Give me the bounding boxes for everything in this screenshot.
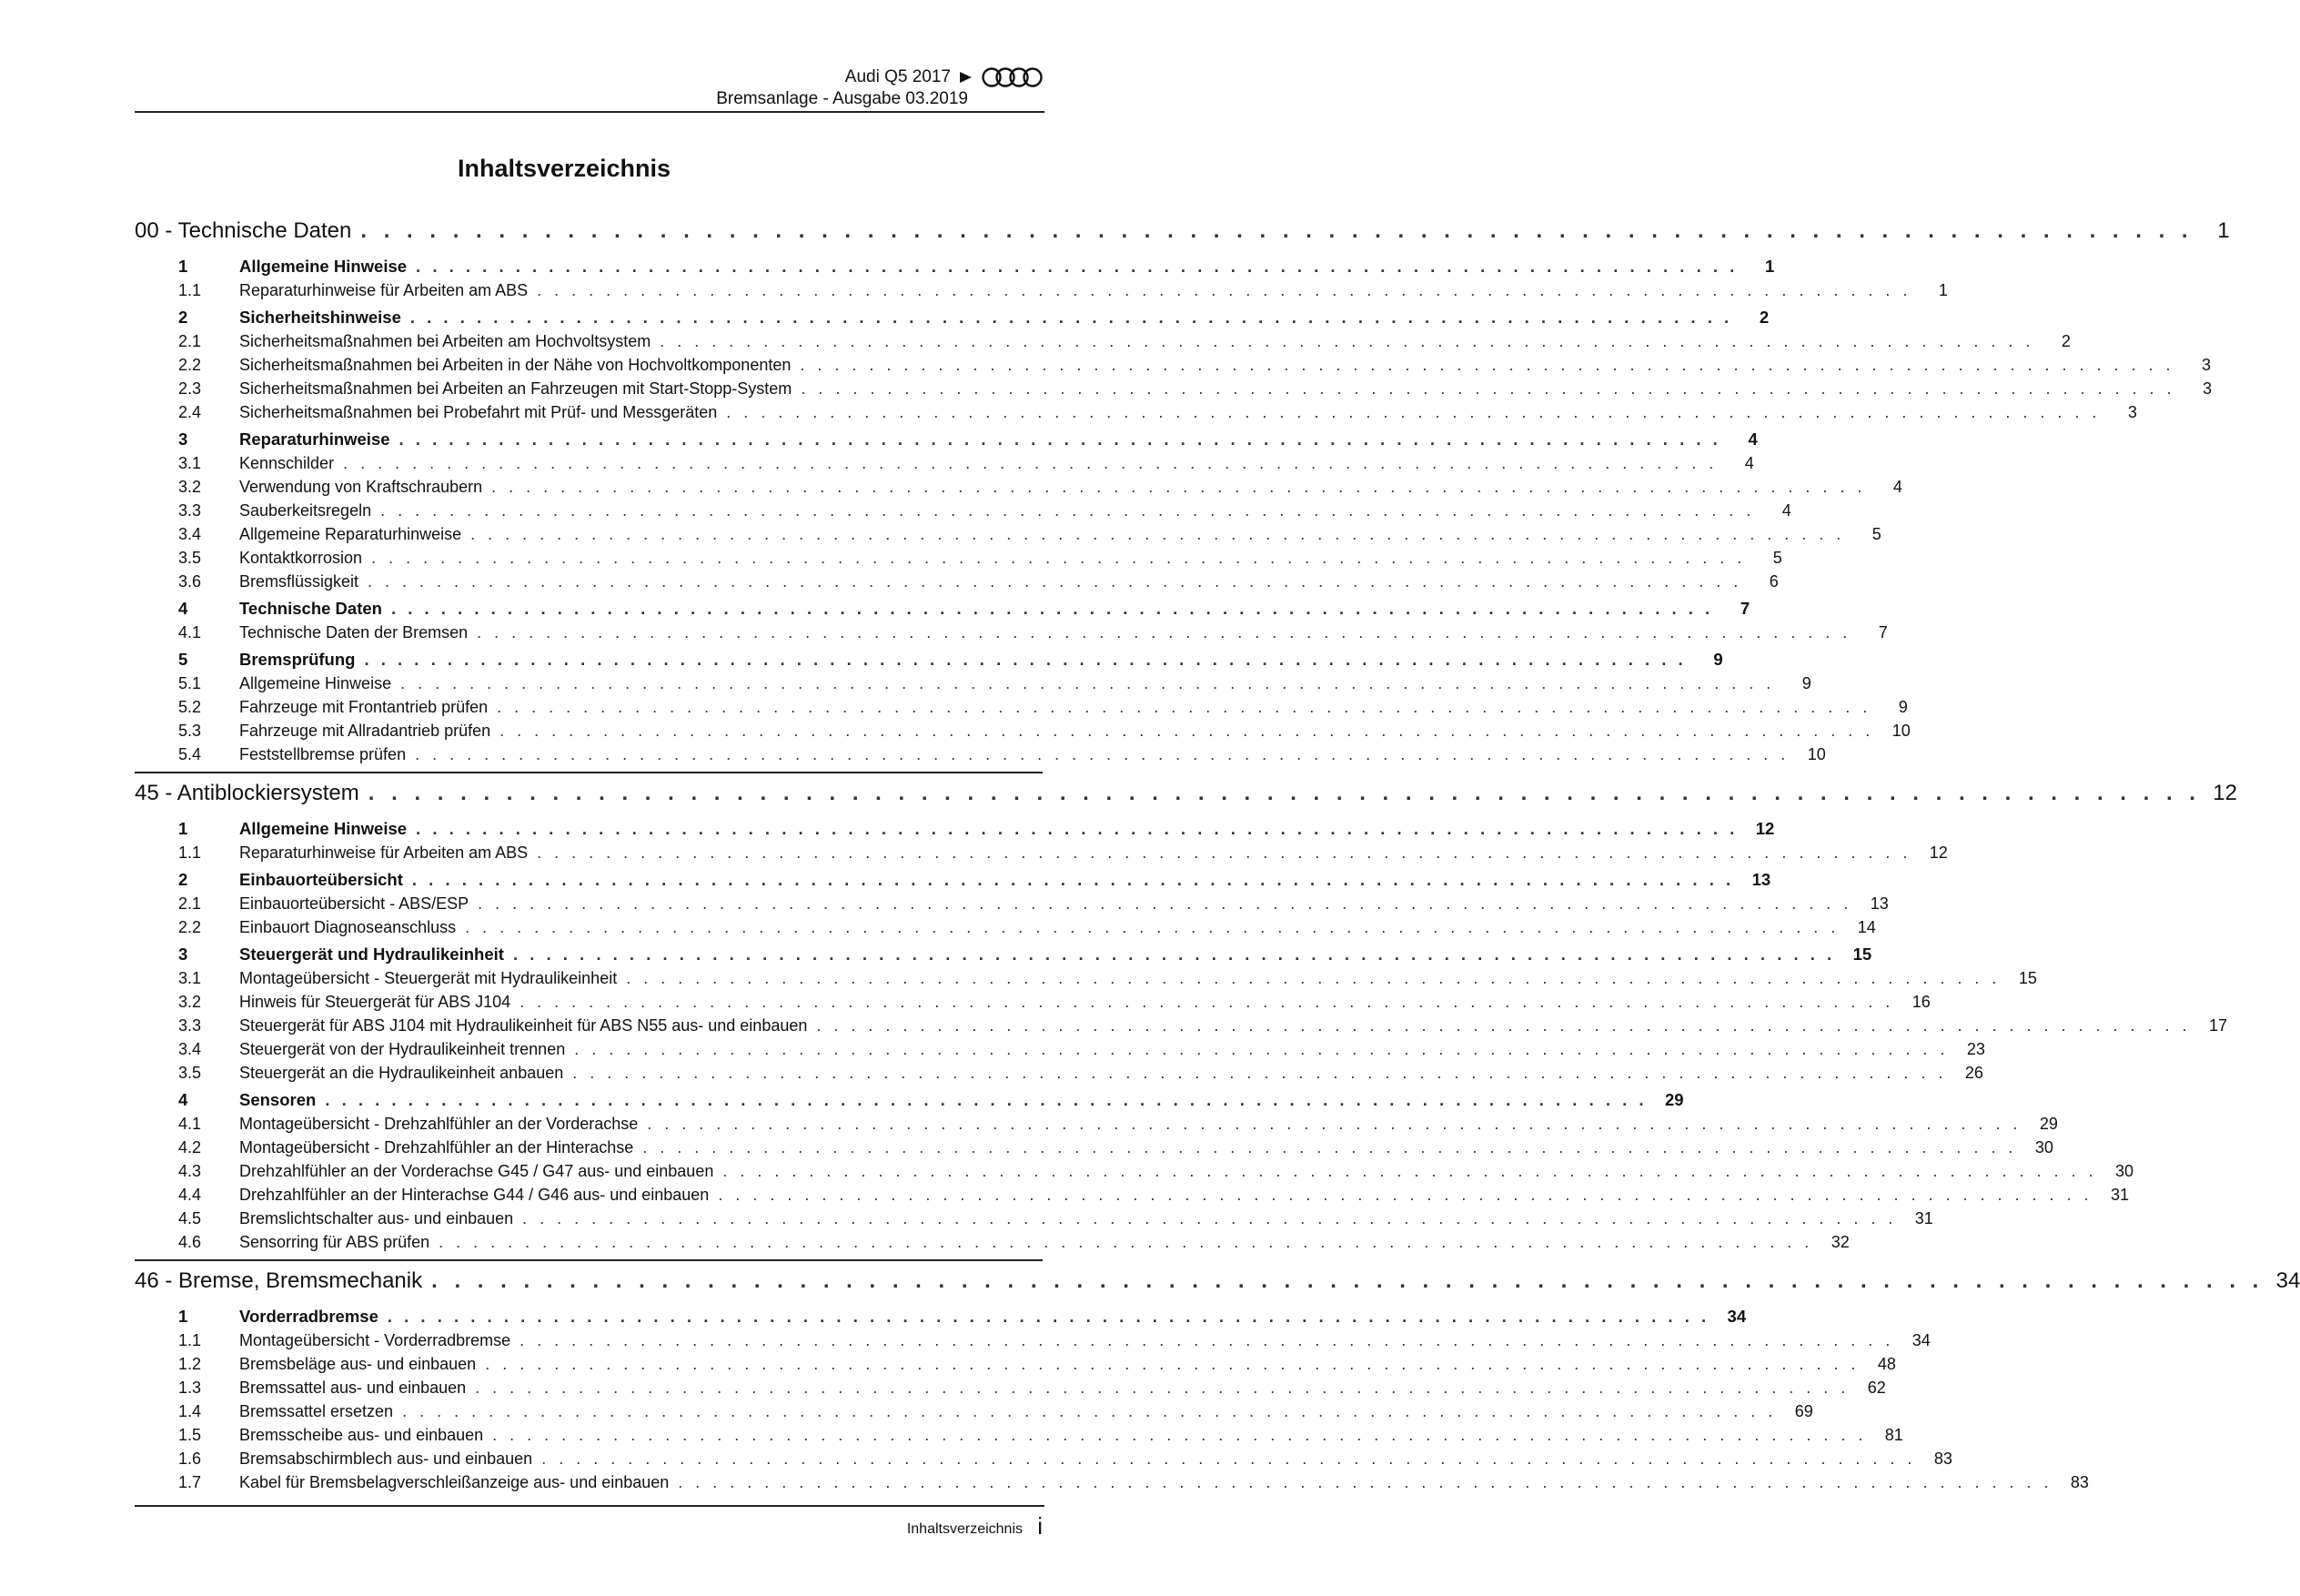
dot-leader: . . . . . . . . . . . . . . . . . . . . . . . . . . . . . . . . . . . . . . . . . . . . . . . . . . . . . . . . . . . . . . . . . . . . . . . . . . . . . . . . bbox=[497, 698, 1871, 716]
page-title: Inhaltsverzeichnis bbox=[457, 155, 671, 182]
toc-item-row[interactable] bbox=[135, 966, 2037, 990]
toc-entry-title: Technische Daten bbox=[239, 599, 382, 618]
toc-entry-title: Steuergerät und Hydraulikeinheit bbox=[239, 944, 504, 964]
toc-entry-number: 4.1 bbox=[178, 623, 202, 641]
footer-divider bbox=[135, 1505, 1044, 1507]
dot-leader: . . . . . . . . . . . . . . . . . . . . . . . . . . . . . . . . . . . . . . . . . . . . . . . . . . . . . . . . . . . . . . . . . . . . . . . . . . . . . . . . bbox=[537, 843, 1912, 862]
toc-entry-title: Allgemeine Hinweise bbox=[239, 819, 408, 838]
toc-item-row[interactable] bbox=[135, 1447, 1952, 1470]
dot-leader: . . . . . . . . . . . . . . . . . . . . . . . . . . . . . . . . . . . . . . . . . . . . . . . . . . . . . . . . . . . . . . . . . . . . . . . . . . . . . . . . bbox=[371, 549, 1746, 567]
toc-entry-number: 4.6 bbox=[178, 1233, 202, 1251]
toc-entry-number: 5.3 bbox=[178, 722, 202, 740]
toc-entry-title: Steuergerät von der Hydraulikeinheit trennen bbox=[239, 1040, 566, 1058]
toc-entry-page: 31 bbox=[1914, 1209, 1933, 1227]
toc-entry-page: 81 bbox=[1884, 1426, 1903, 1444]
toc-entry-number: 1 bbox=[178, 1307, 188, 1326]
toc-entry-title: 00 - Technische Daten bbox=[135, 218, 352, 243]
toc-item-row[interactable] bbox=[135, 1376, 1886, 1399]
toc-item-row[interactable] bbox=[135, 1328, 1931, 1352]
toc-item-row[interactable] bbox=[135, 1207, 1933, 1230]
toc-entry-title: Fahrzeuge mit Frontantrieb prüfen bbox=[239, 698, 489, 716]
dot-leader: . . . . . . . . . . . . . . . . . . . . . . . . . . . . . . . . . . . . . . . . . . . . . . . . . . . . . . . . . . . . . . . . . . . . . . . . . . . . . . . . bbox=[325, 1090, 1648, 1109]
toc-item-row[interactable] bbox=[135, 1112, 2058, 1136]
toc-item-row[interactable] bbox=[135, 1183, 2129, 1207]
toc-entry-page: 12 bbox=[1755, 819, 1775, 838]
toc-entry-title: Sicherheitsmaßnahmen bei Probefahrt mit Prüf- und Messgeräten bbox=[239, 403, 718, 421]
toc-entry-title: Reparaturhinweise für Arbeiten am ABS bbox=[239, 843, 529, 862]
toc-item-row[interactable] bbox=[135, 1423, 1903, 1447]
toc-entry-number: 1.1 bbox=[178, 281, 202, 299]
toc-item-row[interactable] bbox=[135, 1037, 1985, 1061]
dot-leader: . . . . . . . . . . . . . . . . . . . . . . . . . . . . . . . . . . . . . . . . . . . . . . . . . . . . . . . . . . . . . . . . . . . . . . . . . . . . . . . . bbox=[368, 572, 1742, 591]
dot-leader: . . . . . . . . . . . . . . . . . . . . . . . . . . . . . . . . . . . . . . . . . . . . . . . . . . . . . . . . . . . . . . . . . . . . . . . . . . . . . . . . bbox=[416, 257, 1739, 276]
dot-leader: . . . . . . . . . . . . . . . . . . . . . . . . . . . . . . . . . . . . . . . . . . . . . . . . . . . . . . . . . . . . . . . . . . . . . . . . . . . . . . . . bbox=[390, 599, 1714, 618]
toc-entry-page: 9 bbox=[1713, 650, 1723, 669]
toc-entry-title: Einbauorteübersicht - ABS/ESP bbox=[239, 894, 469, 913]
toc-item-row[interactable] bbox=[135, 1230, 1850, 1254]
toc-chapter-block bbox=[135, 772, 2237, 1254]
dot-leader: . . . . . . . . . . . . . . . . . . . . . . . . . . . . . . . . . . . . . . . . . . . . . . . . . . . . . . . . . . . . . . . . . . . . . . . . . . . . . . . . bbox=[718, 1186, 2093, 1204]
toc-item-row[interactable] bbox=[135, 1159, 2134, 1183]
toc-entry-title: Allgemeine Hinweise bbox=[239, 257, 408, 276]
toc-entry-number: 4.4 bbox=[178, 1186, 202, 1204]
toc-entry-number: 2.4 bbox=[178, 403, 202, 421]
toc-entry-page: 62 bbox=[1867, 1379, 1886, 1397]
toc-entry-number: 4 bbox=[178, 599, 188, 618]
dot-leader: . . . . . . . . . . . . . . . . . . . . . . . . . . . . . . . . . . . . . . . . . . . . . . . . . . . . . . . . . . . . . . . . . . . . . . . . . . . . . . . . bbox=[439, 1233, 1813, 1251]
table-of-contents bbox=[135, 211, 2300, 1494]
toc-entry-title: Sensoren bbox=[239, 1090, 317, 1109]
toc-entry-number: 4.5 bbox=[178, 1209, 202, 1227]
dot-leader: . . . . . . . . . . . . . . . . . . . . . . . . . . . . . . . . . . . . . . . . . . . . . . . . . . . . . . . . . . . . . . . . . . . . . . . . . . . . . . . . bbox=[801, 379, 2175, 398]
toc-entry-page: 4 bbox=[1781, 501, 1791, 520]
toc-item-row[interactable] bbox=[135, 742, 1826, 766]
toc-entry-number: 3.5 bbox=[178, 1064, 202, 1082]
toc-entry-number: 3.2 bbox=[178, 478, 202, 496]
toc-entry-page: 6 bbox=[1769, 572, 1779, 591]
toc-entry-number: 4.2 bbox=[178, 1138, 202, 1157]
dot-leader: . . . . . . . . . . . . . . . . . . . . . . . . . . . . . . . . . . . . . . . . . . . . . . . . . . . . . . . . . . . . . . . . . . . . . . . . . . . . . . . . bbox=[465, 918, 1840, 936]
toc-item-row[interactable] bbox=[135, 475, 1902, 499]
toc-item-row[interactable] bbox=[135, 672, 1811, 695]
toc-entry-title: Kabel für Bremsbelagverschleißanzeige aus- und einbauen bbox=[239, 1473, 670, 1491]
footer-page-number: i bbox=[1037, 1512, 1043, 1540]
toc-entry-title: Allgemeine Hinweise bbox=[239, 674, 392, 692]
dot-leader: . . . . . . . . . . . . . . . . . . . . . . . . . . . . . . . . . . . . . . . . . . . . . . . . . . . . . . . . . . . . . . . . . . . . . . . . . . . . . . . . bbox=[380, 501, 1755, 520]
toc-entry-title: 45 - Antiblockiersystem bbox=[135, 781, 359, 805]
toc-entry-title: Einbauort Diagnoseanschluss bbox=[239, 918, 457, 936]
toc-item-row[interactable] bbox=[135, 719, 1911, 742]
toc-entry-page: 4 bbox=[1892, 478, 1902, 496]
toc-entry-title: Sicherheitsmaßnahmen bei Arbeiten an Fahrzeugen mit Start-Stopp-System bbox=[239, 379, 792, 398]
toc-entry-number: 3.4 bbox=[178, 525, 202, 543]
toc-item-row[interactable] bbox=[135, 546, 1782, 570]
toc-section-row[interactable] bbox=[135, 255, 1775, 278]
toc-entry-title: Steuergerät für ABS J104 mit Hydraulikeinheit für ABS N55 aus- und einbauen bbox=[239, 1016, 808, 1035]
toc-entry-title: Montageübersicht - Steuergerät mit Hydraulikeinheit bbox=[239, 969, 618, 987]
dot-leader: . . . . . . . . . . . . . . . . . . . . . . . . . . . . . . . . . . . . . . . . . . . . . . . . . . . . . . . . . . . . . . . . . . . . . . . . . . . . . . . . bbox=[512, 944, 1836, 964]
toc-item-row[interactable] bbox=[135, 1352, 1896, 1376]
toc-entry-number: 2.2 bbox=[178, 356, 202, 374]
toc-section-row[interactable] bbox=[135, 597, 1750, 621]
toc-entry-page: 13 bbox=[1870, 894, 1889, 913]
toc-entry-page: 7 bbox=[1878, 623, 1888, 641]
toc-item-row[interactable] bbox=[135, 695, 1908, 719]
toc-entry-title: Feststellbremse prüfen bbox=[239, 745, 407, 763]
dot-leader: . . . . . . . . . . . . . . . . . . . . . . . . . . . . . . . . . . . . . . . . . . . . . . . . . . . . . . . . . . . . . . . . . . . . . . . . . . . . . . . . bbox=[537, 281, 1912, 299]
dot-leader: . . . . . . . . . . . . . . . . . . . . . . . . . . . . . . . . . . . . . . . . . . . . . . . . . . . . . . . . . . . . . . . . . . . . . . . . . . . . . . . . bbox=[491, 478, 1866, 496]
toc-item-row[interactable] bbox=[135, 915, 1876, 939]
dot-leader: . . . . . . . . . . . . . . . . . . . . . . . . . . . . . . . . . . . . . . . . . . . . . . . . . . . . . . . . . . . . . . . . . . . . . . . . . . . . . . . . bbox=[678, 1473, 2053, 1491]
dot-leader: . . . . . . . . . . . . . . . . . . . . . . . . . . . . . . . . . . . . . . . . . . . . . . . . . . . . . . . . . . . . . . . . . . . . . . . . . . . . . . . . bbox=[572, 1064, 1947, 1082]
footer-label: Inhaltsverzeichnis bbox=[906, 1521, 1023, 1537]
toc-entry-number: 3.3 bbox=[178, 1016, 202, 1035]
toc-entry-page: 10 bbox=[1891, 722, 1911, 740]
dot-leader: . . . . . . . . . . . . . . . . . . . . . . . . . . . . . . . . . . . . . . . . . . . . . . . . . . . . . . . . . . . . . . . . . . . . . . . . . . . . . . . . bbox=[398, 429, 1721, 449]
toc-entry-page: 83 bbox=[2070, 1473, 2089, 1491]
toc-entry-title: Sicherheitsmaßnahmen bei Arbeiten am Hochvoltsystem bbox=[239, 332, 651, 350]
toc-section-row[interactable] bbox=[135, 428, 1758, 451]
dot-leader: . . . . . . . . . . . . . . . . . . . . . . . . . . . . . . . . . . . . . . . . . . . . . . . . . . . . . . . . . . . . . . . . . . . . . . . . . . . . . . . . bbox=[402, 1402, 1777, 1420]
toc-section-row[interactable] bbox=[135, 868, 1771, 892]
toc-entry-title: Verwendung von Kraftschraubern bbox=[239, 478, 483, 496]
dot-leader: . . . . . . . . . . . . . . . . . . . . . . . . . . . . . . . . . . . . . . . . . . . . . . . . . . . . . . . . . . . . . . . . . . . . . . . . . . . . . . . . bbox=[499, 722, 1874, 740]
toc-entry-page: 9 bbox=[1801, 674, 1811, 692]
page-header bbox=[135, 64, 1044, 111]
toc-entry-title: Fahrzeuge mit Allradantrieb prüfen bbox=[239, 722, 491, 740]
toc-entry-title: Reparaturhinweise bbox=[239, 429, 390, 449]
toc-entry-number: 2.1 bbox=[178, 894, 202, 913]
dot-leader: . . . . . . . . . . . . . . . . . . . . . . . . . . . . . . . . . . . . . . . . . . . . . . . . . . . . . . . . . . . . . . . . . . . . . . . . . . . . . . . . bbox=[642, 1138, 2017, 1157]
toc-entry-title: Steuergerät an die Hydraulikeinheit anbauen bbox=[239, 1064, 564, 1082]
toc-entry-title: Kontaktkorrosion bbox=[239, 549, 363, 567]
toc-entry-number: 3 bbox=[178, 429, 188, 449]
dot-leader: . . . . . . . . . . . . . . . . . . . . . . . . . . . . . . . . . . . . . . . . . . . . . . . . . . . . . . . . . . . . . . . . . . . . . . . . . . . . . . . . bbox=[409, 308, 1733, 327]
toc-entry-number: 1 bbox=[178, 819, 188, 838]
toc-entry-number: 1.3 bbox=[178, 1379, 202, 1397]
toc-entry-title: Kennschilder bbox=[239, 454, 335, 472]
toc-entry-title: Bremssattel aus- und einbauen bbox=[239, 1379, 467, 1397]
toc-entry-page: 13 bbox=[1751, 870, 1771, 889]
dot-leader: . . . . . . . . . . . . . . . . . . . . . . . . . . . . . . . . . . . . . . . . . . . . . . . . . . . . . . . . . . . . . . . . . . . . . . . . . . . . . . . . bbox=[726, 403, 2101, 421]
toc-chapter-row[interactable] bbox=[135, 211, 2230, 251]
toc-section-row[interactable] bbox=[135, 817, 1775, 841]
dot-leader: . . . . . . . . . . . . . . . . . . . . . . . . . . . . . . . . . . . . . . . . . . . . . . . . . . . . . . . . . . . . . . . . . . . . . . . . . . . . . . . . bbox=[475, 1379, 1850, 1397]
toc-entry-page: 83 bbox=[1933, 1450, 1952, 1468]
toc-item-row[interactable] bbox=[135, 892, 1889, 915]
toc-entry-title: Sensorring für ABS prüfen bbox=[239, 1233, 430, 1251]
toc-entry-page: 29 bbox=[2039, 1115, 2058, 1133]
dot-leader: . . . . . . . . . . . . . . . . . . . . . . . . . . . . . . . . . . . . . . . . . . . . . . . . . . . . . . . . . . . . . . . . . . . . . . . . . . . . . . . . bbox=[522, 1209, 1897, 1227]
dot-leader: . . . . . . . . . . . . . . . . . . . . . . . . . . . . . . . . . . . . . . . . . . . . . . . . . . . . . . . . . . . . . . . . . . . . . . . . . . . . . . . . bbox=[470, 525, 1845, 543]
dot-leader: . . . . . . . . . . . . . . . . . . . . . . . . . . . . . . . . . . . . . . . . . . . . . . . . . . . . . . . . . . . . . . . . . . . . . . . . . . . . . . . . bbox=[722, 1162, 2097, 1180]
toc-entry-number: 3.2 bbox=[178, 993, 202, 1011]
toc-entry-number: 2.1 bbox=[178, 332, 202, 350]
toc-entry-title: Reparaturhinweise für Arbeiten am ABS bbox=[239, 281, 529, 299]
toc-item-row[interactable] bbox=[135, 278, 1948, 302]
dot-leader: . . . . . . . . . . . . . . . . . . . . . . . . . . . . . . . . . . . . . . . . . . . . . . . . . . . . . . . . . . . . . . . . . . . . . . . . . . . . . . . . bbox=[816, 1016, 2192, 1035]
toc-item-row[interactable] bbox=[135, 621, 1888, 644]
toc-entry-title: Bremsscheibe aus- und einbauen bbox=[239, 1426, 484, 1444]
vehicle-model: Audi Q5 2017 bbox=[844, 67, 951, 86]
toc-entry-page: 3 bbox=[2202, 379, 2212, 398]
toc-entry-page: 1 bbox=[2217, 218, 2230, 243]
toc-entry-title: Allgemeine Reparaturhinweise bbox=[239, 525, 462, 543]
edition-label: Bremsanlage - Ausgabe 03.2019 bbox=[716, 89, 968, 108]
toc-entry-number: 1.2 bbox=[178, 1355, 202, 1373]
toc-entry-number: 5 bbox=[178, 650, 188, 669]
toc-entry-title: 46 - Bremse, Bremsmechanik bbox=[135, 1268, 423, 1293]
toc-entry-page: 48 bbox=[1877, 1355, 1896, 1373]
dot-leader: . . . . . . . . . . . . . . . . . . . . . . . . . . . . . . . . . . . . . . . . . . . . . . . . . . . . . . . . . . . . . . . . . . . . . . . . . . . . . . . . bbox=[415, 745, 1790, 763]
dot-leader: . . . . . . . . . . . . . . . . . . . . . . . . . . . . . . . . . . . . . . . . . . . . . . . . . . . . . . . . . . . . . . . . . . . . . . . . . . . . . . . . bbox=[368, 781, 2201, 805]
toc-entry-number: 1.1 bbox=[178, 1331, 202, 1349]
four-rings-logo-icon bbox=[981, 66, 1044, 88]
toc-section-row[interactable] bbox=[135, 1305, 1747, 1328]
dot-leader: . . . . . . . . . . . . . . . . . . . . . . . . . . . . . . . . . . . . . . . . . . . . . . . . . . . . . . . . . . . . . . . . . . . . . . . . . . . . . . . . bbox=[647, 1115, 2022, 1133]
toc-entry-title: Montageübersicht - Vorderradbremse bbox=[239, 1331, 511, 1349]
toc-entry-number: 2 bbox=[178, 308, 188, 327]
toc-entry-page: 15 bbox=[2018, 969, 2037, 987]
toc-entry-page: 9 bbox=[1898, 698, 1908, 716]
toc-entry-page: 16 bbox=[1912, 993, 1931, 1011]
toc-entry-title: Bremsabschirmblech aus- und einbauen bbox=[239, 1450, 533, 1468]
toc-entry-title: Bremsprüfung bbox=[239, 650, 356, 669]
toc-entry-page: 32 bbox=[1831, 1233, 1850, 1251]
toc-entry-page: 23 bbox=[1966, 1040, 1985, 1058]
toc-entry-page: 34 bbox=[1727, 1307, 1747, 1326]
toc-item-row[interactable] bbox=[135, 329, 2071, 353]
header-divider bbox=[135, 111, 1044, 113]
dot-leader: . . . . . . . . . . . . . . . . . . . . . . . . . . . . . . . . . . . . . . . . . . . . . . . . . . . . . . . . . . . . . . . . . . . . . . . . . . . . . . . . bbox=[520, 1331, 1894, 1349]
toc-entry-page: 12 bbox=[2213, 781, 2237, 805]
toc-entry-title: Drehzahlfühler an der Vorderachse G45 / G47 aus- und einbauen bbox=[239, 1162, 714, 1180]
toc-entry-page: 17 bbox=[2209, 1016, 2228, 1035]
toc-entry-number: 1 bbox=[178, 257, 188, 276]
toc-entry-number: 2.3 bbox=[178, 379, 202, 398]
toc-item-row[interactable] bbox=[135, 1399, 1813, 1423]
toc-entry-page: 14 bbox=[1857, 918, 1876, 936]
toc-entry-page: 4 bbox=[1748, 429, 1758, 449]
toc-item-row[interactable] bbox=[135, 400, 2137, 424]
toc-entry-page: 34 bbox=[1912, 1331, 1931, 1349]
toc-item-row[interactable] bbox=[135, 1470, 2089, 1494]
toc-item-row[interactable] bbox=[135, 522, 1881, 546]
toc-entry-page: 15 bbox=[1852, 944, 1872, 964]
toc-entry-number: 5.4 bbox=[178, 745, 202, 763]
toc-item-row[interactable] bbox=[135, 499, 1791, 522]
toc-entry-title: Sicherheitsmaßnahmen bei Arbeiten in der Nähe von Hochvoltkomponenten bbox=[239, 356, 792, 374]
toc-entry-page: 26 bbox=[1964, 1064, 1983, 1082]
toc-entry-number: 1.5 bbox=[178, 1426, 202, 1444]
toc-entry-title: Montageübersicht - Drehzahlfühler an der Vorderachse bbox=[239, 1115, 639, 1133]
toc-entry-page: 69 bbox=[1794, 1402, 1813, 1420]
toc-section-row[interactable] bbox=[135, 648, 1723, 672]
toc-chapter-block bbox=[135, 211, 2230, 766]
toc-entry-title: Hinweis für Steuergerät für ABS J104 bbox=[239, 993, 511, 1011]
toc-entry-number: 5.1 bbox=[178, 674, 202, 692]
toc-entry-number: 1.6 bbox=[178, 1450, 202, 1468]
toc-entry-number: 1.1 bbox=[178, 843, 202, 862]
toc-entry-number: 3.1 bbox=[178, 969, 202, 987]
toc-entry-page: 34 bbox=[2275, 1268, 2300, 1293]
toc-item-row[interactable] bbox=[135, 1061, 1983, 1085]
toc-entry-title: Technische Daten der Bremsen bbox=[239, 623, 469, 641]
toc-entry-number: 1.7 bbox=[178, 1473, 202, 1491]
dot-leader: . . . . . . . . . . . . . . . . . . . . . . . . . . . . . . . . . . . . . . . . . . . . . . . . . . . . . . . . . . . . . . . . . . . . . . . . . . . . . . . . bbox=[800, 356, 2175, 374]
right-arrow-icon bbox=[960, 72, 972, 83]
dot-leader: . . . . . . . . . . . . . . . . . . . . . . . . . . . . . . . . . . . . . . . . . . . . . . . . . . . . . . . . . . . . . . . . . . . . . . . . . . . . . . . . bbox=[660, 332, 2034, 350]
toc-entry-number: 3.6 bbox=[178, 572, 202, 591]
toc-entry-title: Sicherheitshinweise bbox=[239, 308, 401, 327]
dot-leader: . . . . . . . . . . . . . . . . . . . . . . . . . . . . . . . . . . . . . . . . . . . . . . . . . . . . . . . . . . . . . . . . . . . . . . . . . . . . . . . . bbox=[626, 969, 2001, 987]
toc-entry-page: 30 bbox=[2114, 1162, 2134, 1180]
toc-entry-page: 2 bbox=[1759, 308, 1770, 327]
dot-leader: . . . . . . . . . . . . . . . . . . . . . . . . . . . . . . . . . . . . . . . . . . . . . . . . . . . . . . . . . . . . . . . . . . . . . . . . . . . . . . . . bbox=[364, 650, 1687, 669]
dot-leader: . . . . . . . . . . . . . . . . . . . . . . . . . . . . . . . . . . . . . . . . . . . . . . . . . . . . . . . . . . . . . . . . . . . . . . . . . . . . . . . . bbox=[343, 454, 1718, 472]
toc-entry-page: 31 bbox=[2110, 1186, 2129, 1204]
toc-section-row[interactable] bbox=[135, 943, 1872, 966]
toc-chapter-block bbox=[135, 1259, 2300, 1494]
toc-entry-title: Sauberkeitsregeln bbox=[239, 501, 372, 520]
dot-leader: . . . . . . . . . . . . . . . . . . . . . . . . . . . . . . . . . . . . . . . . . . . . . . . . . . . . . . . . . . . . . . . . . . . . . . . . . . . . . . . . bbox=[478, 894, 1852, 913]
dot-leader: . . . . . . . . . . . . . . . . . . . . . . . . . . . . . . . . . . . . . . . . . . . . . . . . . . . . . . . . . . . . . . . . . . . . . . . . . . . . . . . . bbox=[477, 623, 1851, 641]
toc-entry-page: 7 bbox=[1740, 599, 1750, 618]
toc-chapter-row[interactable] bbox=[135, 773, 2237, 813]
toc-entry-page: 3 bbox=[2127, 403, 2137, 421]
toc-item-row[interactable] bbox=[135, 1014, 2228, 1037]
dot-leader: . . . . . . . . . . . . . . . . . . . . . . . . . . . . . . . . . . . . . . . . . . . . . . . . . . . . . . . . . . . . . . . . . . . . . . . . . . . . . . . . bbox=[492, 1426, 1867, 1444]
toc-entry-title: Bremsbeläge aus- und einbauen bbox=[239, 1355, 477, 1373]
dot-leader: . . . . . . . . . . . . . . . . . . . . . . . . . . . . . . . . . . . . . . . . . . . . . . . . . . . . . . . . . . . . . . . . . . . . . . . . . . . . . . . . bbox=[411, 870, 1735, 889]
toc-item-row[interactable] bbox=[135, 570, 1779, 593]
toc-entry-number: 1.4 bbox=[178, 1402, 202, 1420]
toc-entry-title: Bremsflüssigkeit bbox=[239, 572, 359, 591]
toc-entry-page: 5 bbox=[1871, 525, 1881, 543]
toc-entry-page: 1 bbox=[1765, 257, 1775, 276]
toc-entry-page: 3 bbox=[2202, 356, 2212, 374]
toc-entry-number: 4.1 bbox=[178, 1115, 202, 1133]
toc-entry-title: Bremssattel ersetzen bbox=[239, 1402, 394, 1420]
toc-entry-number: 4 bbox=[178, 1090, 188, 1109]
toc-entry-page: 4 bbox=[1744, 454, 1754, 472]
header-model-line bbox=[845, 66, 1044, 89]
toc-entry-title: Vorderradbremse bbox=[239, 1307, 378, 1326]
toc-item-row[interactable] bbox=[135, 353, 2212, 377]
dot-leader: . . . . . . . . . . . . . . . . . . . . . . . . . . . . . . . . . . . . . . . . . . . . . . . . . . . . . . . . . . . . . . . . . . . . . . . . . . . . . . . . bbox=[360, 218, 2194, 243]
toc-entry-number: 3.5 bbox=[178, 549, 202, 567]
dot-leader: . . . . . . . . . . . . . . . . . . . . . . . . . . . . . . . . . . . . . . . . . . . . . . . . . . . . . . . . . . . . . . . . . . . . . . . . . . . . . . . . bbox=[400, 674, 1775, 692]
toc-section-row[interactable] bbox=[135, 1088, 1684, 1112]
toc-entry-number: 4.3 bbox=[178, 1162, 202, 1180]
toc-entry-title: Einbauorteübersicht bbox=[239, 870, 403, 889]
toc-item-row[interactable] bbox=[135, 1136, 2053, 1159]
dot-leader: . . . . . . . . . . . . . . . . . . . . . . . . . . . . . . . . . . . . . . . . . . . . . . . . . . . . . . . . . . . . . . . . . . . . . . . . . . . . . . . . bbox=[416, 819, 1739, 838]
toc-entry-page: 12 bbox=[1929, 843, 1948, 862]
toc-item-row[interactable] bbox=[135, 451, 1754, 475]
toc-section-row[interactable] bbox=[135, 306, 1770, 329]
toc-entry-page: 29 bbox=[1664, 1090, 1684, 1109]
toc-entry-title: Drehzahlfühler an der Hinterachse G44 / G46 aus- und einbauen bbox=[239, 1186, 710, 1204]
toc-entry-page: 30 bbox=[2034, 1138, 2053, 1157]
dot-leader: . . . . . . . . . . . . . . . . . . . . . . . . . . . . . . . . . . . . . . . . . . . . . . . . . . . . . . . . . . . . . . . . . . . . . . . . . . . . . . . . bbox=[431, 1268, 2265, 1293]
dot-leader: . . . . . . . . . . . . . . . . . . . . . . . . . . . . . . . . . . . . . . . . . . . . . . . . . . . . . . . . . . . . . . . . . . . . . . . . . . . . . . . . bbox=[485, 1355, 1860, 1373]
dot-leader: . . . . . . . . . . . . . . . . . . . . . . . . . . . . . . . . . . . . . . . . . . . . . . . . . . . . . . . . . . . . . . . . . . . . . . . . . . . . . . . . bbox=[574, 1040, 1949, 1058]
toc-entry-page: 2 bbox=[2061, 332, 2071, 350]
toc-entry-number: 2.2 bbox=[178, 918, 202, 936]
toc-entry-number: 3.4 bbox=[178, 1040, 202, 1058]
dot-leader: . . . . . . . . . . . . . . . . . . . . . . . . . . . . . . . . . . . . . . . . . . . . . . . . . . . . . . . . . . . . . . . . . . . . . . . . . . . . . . . . bbox=[520, 993, 1894, 1011]
toc-entry-number: 2 bbox=[178, 870, 188, 889]
toc-item-row[interactable] bbox=[135, 841, 1948, 864]
toc-entry-number: 3.3 bbox=[178, 501, 202, 520]
toc-entry-title: Montageübersicht - Drehzahlfühler an der Hinterachse bbox=[239, 1138, 634, 1157]
toc-item-row[interactable] bbox=[135, 990, 1931, 1014]
toc-entry-number: 5.2 bbox=[178, 698, 202, 716]
toc-entry-title: Bremslichtschalter aus- und einbauen bbox=[239, 1209, 514, 1227]
toc-entry-page: 10 bbox=[1807, 745, 1826, 763]
toc-entry-page: 1 bbox=[1938, 281, 1948, 299]
toc-chapter-row[interactable] bbox=[135, 1261, 2300, 1301]
dot-leader: . . . . . . . . . . . . . . . . . . . . . . . . . . . . . . . . . . . . . . . . . . . . . . . . . . . . . . . . . . . . . . . . . . . . . . . . . . . . . . . . bbox=[541, 1450, 1916, 1468]
toc-entry-number: 3.1 bbox=[178, 454, 202, 472]
toc-entry-page: 5 bbox=[1772, 549, 1782, 567]
toc-item-row[interactable] bbox=[135, 377, 2212, 400]
toc-entry-number: 3 bbox=[178, 944, 188, 964]
dot-leader: . . . . . . . . . . . . . . . . . . . . . . . . . . . . . . . . . . . . . . . . . . . . . . . . . . . . . . . . . . . . . . . . . . . . . . . . . . . . . . . . bbox=[387, 1307, 1710, 1326]
